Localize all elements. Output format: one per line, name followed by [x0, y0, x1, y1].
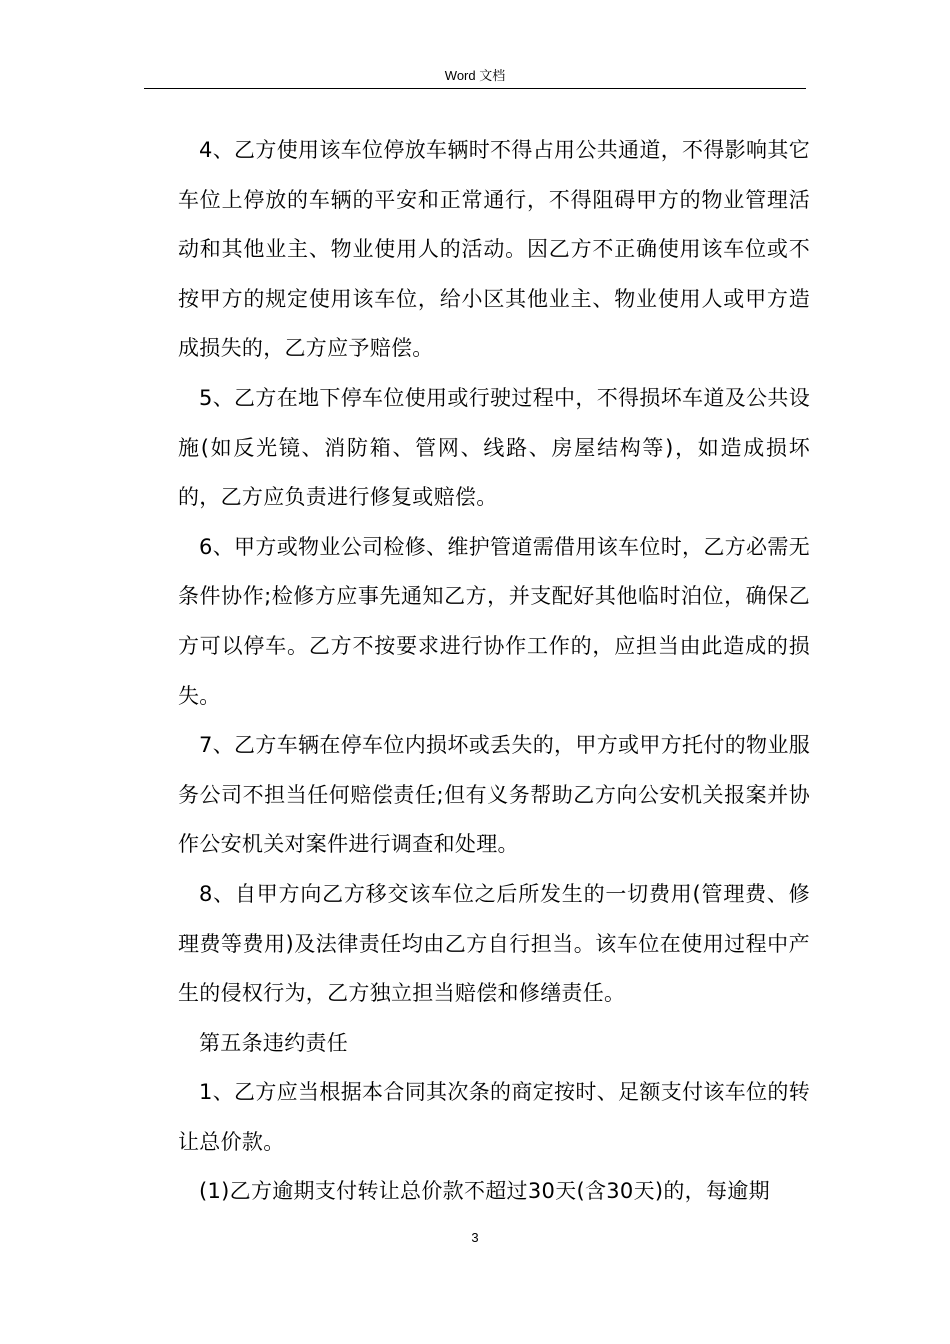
paragraph-clause-6: 6、甲方或物业公司检修、维护管道需借用该车位时，乙方必需无条件协作;检修方应事先通知乙方，并支配好其他临时泊位，确保乙方可以停车。乙方不按要求进行协作工作的，应担当由此造成的损失。 — [178, 534, 810, 708]
header-divider — [144, 88, 806, 89]
paragraph-clause-5: 5、乙方在地下停车位使用或行驶过程中，不得损坏车道及公共设施(如反光镜、消防箱、管网、线路、房屋结构等)，如造成损坏的，乙方应负责进行修复或赔偿。 — [178, 385, 810, 510]
document-body — [178, 126, 810, 1217]
paragraph-breach-1: 1、乙方应当根据本合同其次条的商定按时、足额支付该车位的转让总价款。 — [178, 1080, 810, 1154]
page-number: 3 — [471, 1230, 479, 1245]
paragraph-breach-1-sub-1: (1)乙方逾期支付转让总价款不超过30天(含30天)的，每逾期 — [199, 1179, 770, 1204]
paragraph-clause-4: 4、乙方使用该车位停放车辆时不得占用公共通道，不得影响其它车位上停放的车辆的平安和正常通行，不得阻碍甲方的物业管理活动和其他业主、物业使用人的活动。因乙方不正确使用该车位或不按甲方的规定使用该车位，给小区其他业主、物业使用人或甲方造成损失的，乙方应予赔偿。 — [178, 138, 810, 361]
section-heading-article-5: 第五条违约责任 — [199, 1030, 349, 1055]
paragraph-clause-8: 8、自甲方向乙方移交该车位之后所发生的一切费用(管理费、修理费等费用)及法律责任均由乙方自行担当。该车位在使用过程中产生的侵权行为，乙方独立担当赔偿和修缮责任。 — [178, 881, 810, 1006]
paragraph-clause-7: 7、乙方车辆在停车位内损坏或丢失的，甲方或甲方托付的物业服务公司不担当任何赔偿责任;但有义务帮助乙方向公安机关报案并协作公安机关对案件进行调查和处理。 — [178, 733, 810, 857]
page-header: Word 文档 — [444, 68, 506, 83]
